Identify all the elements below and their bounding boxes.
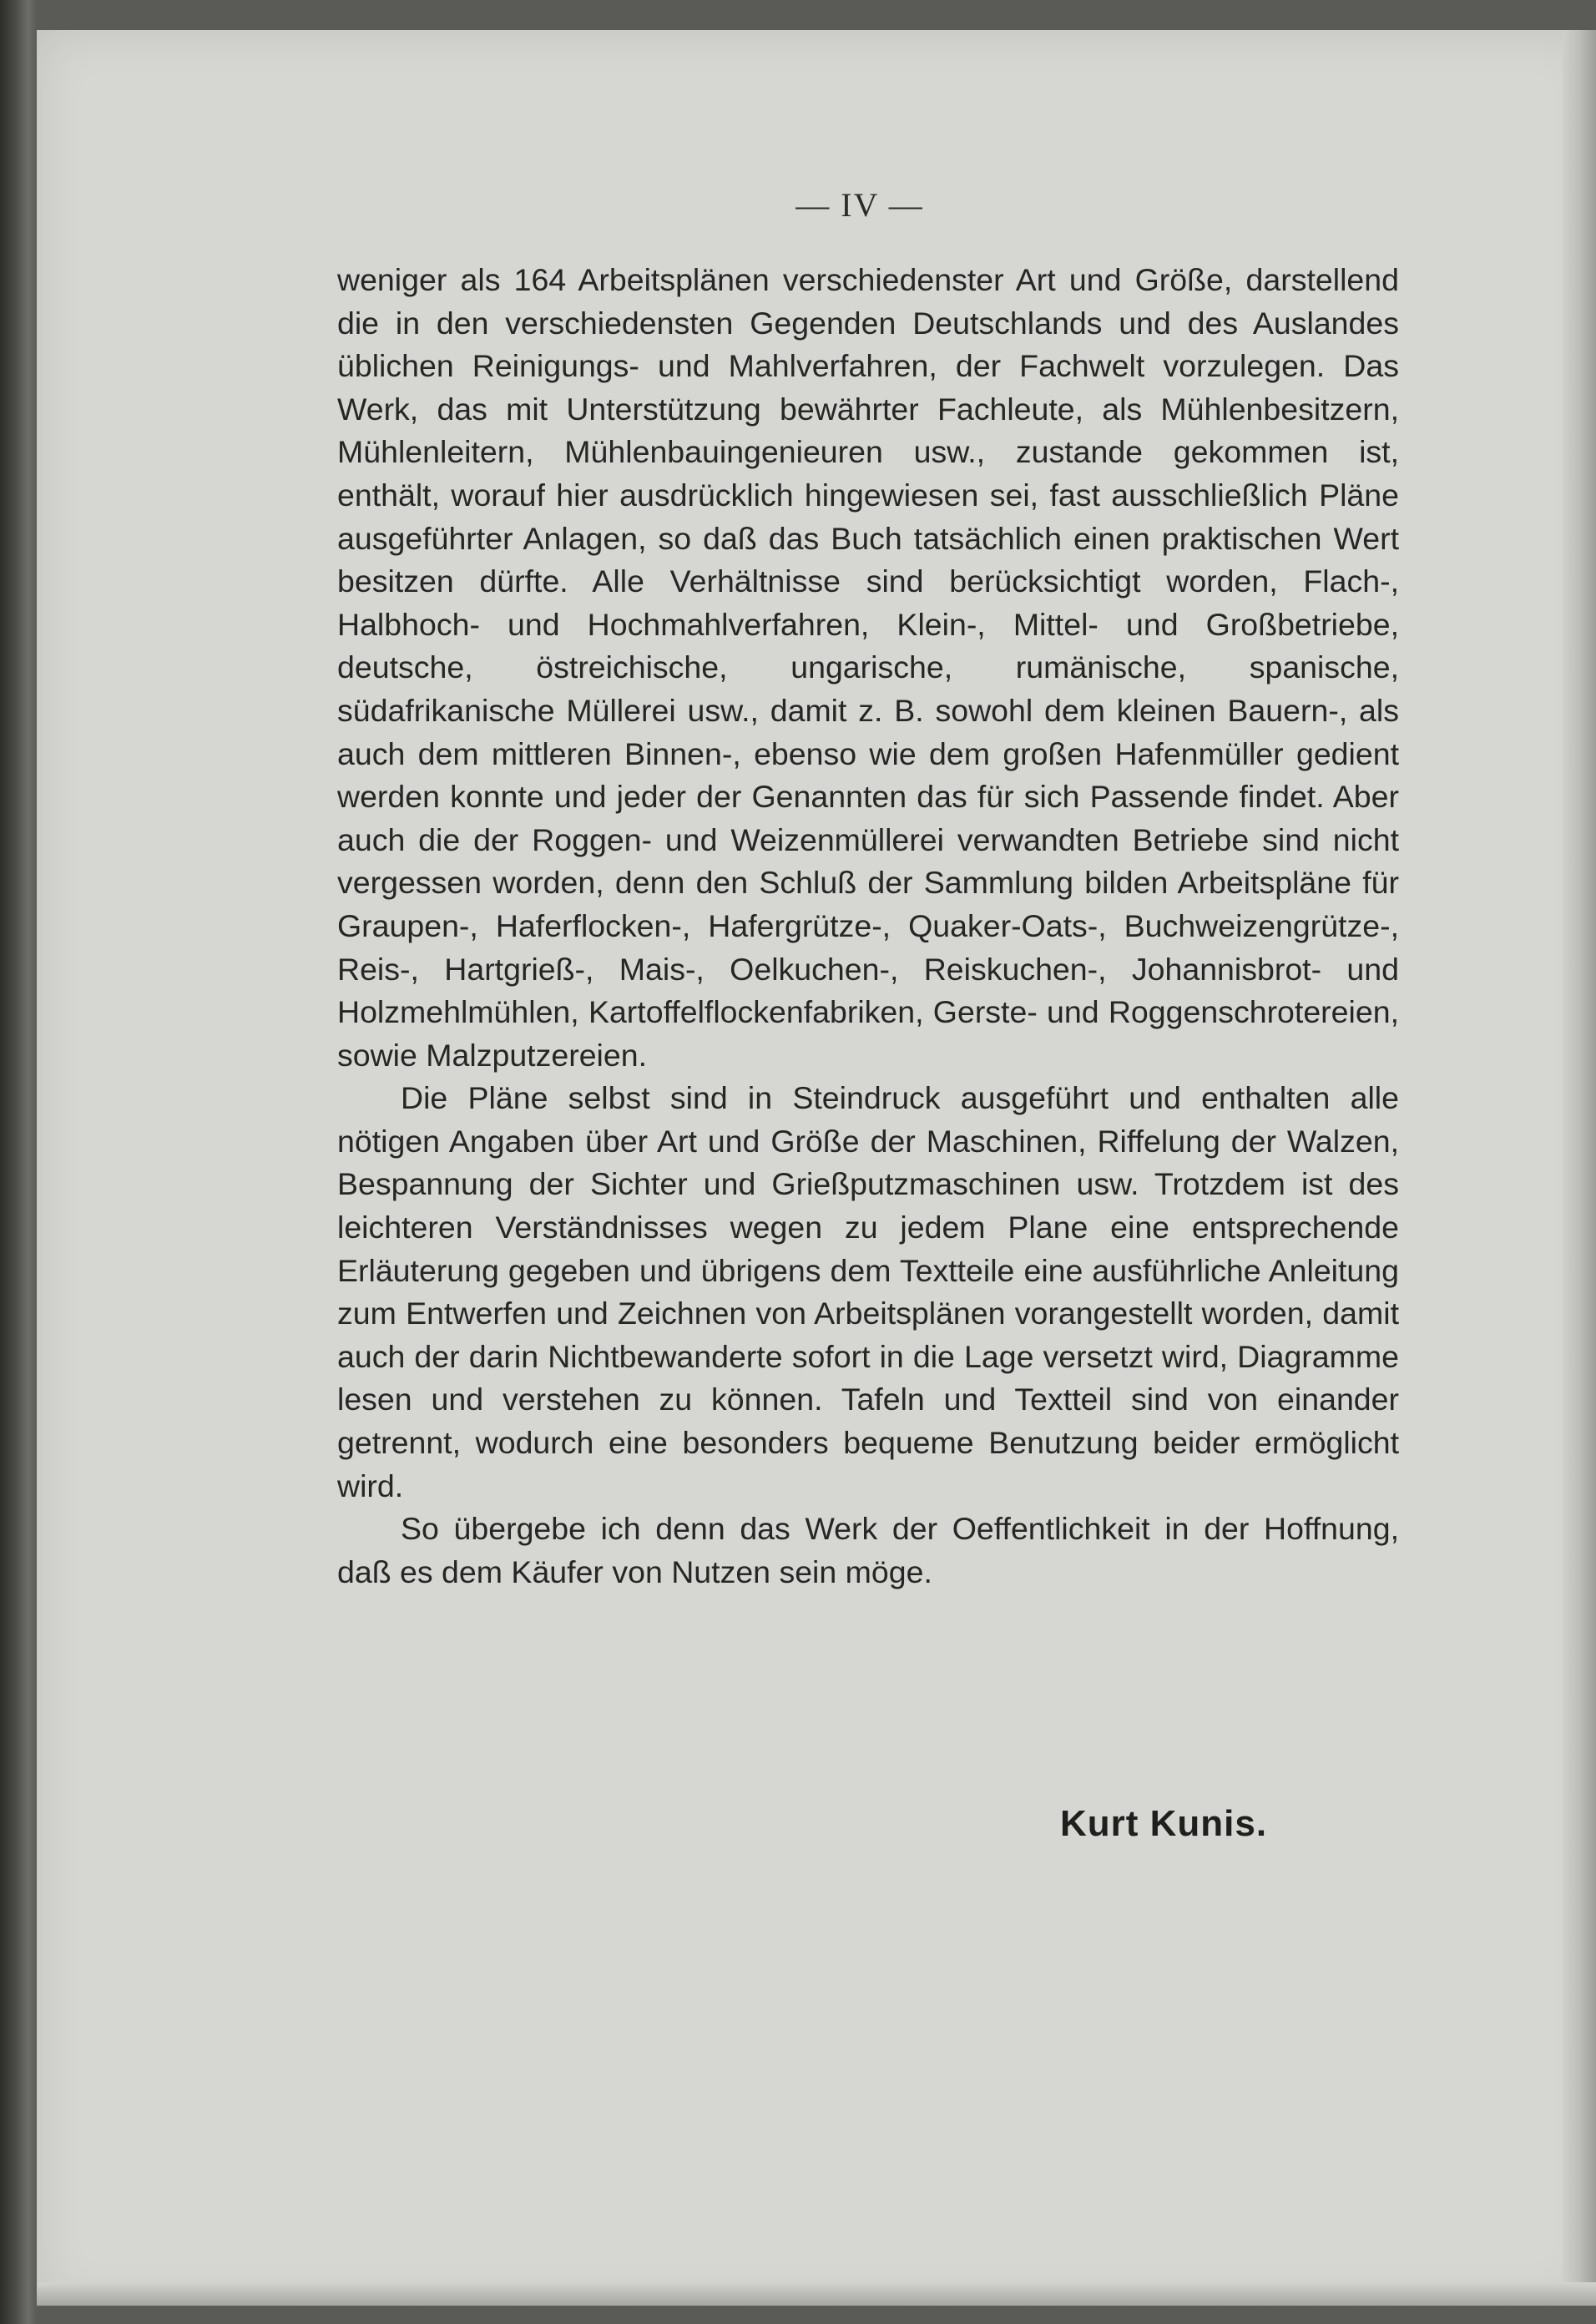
paragraph-closing: So übergebe ich denn das Werk der Oeffentlichkeit in der Hoffnung, daß es dem Käufer von Nutzen sein möge. bbox=[337, 1511, 1399, 1589]
paragraph-continued: weniger als 164 Arbeitsplänen verschiedenster Art und Größe, darstellend die in den verschiedensten Gegenden Deutschlands und des Auslandes üblichen Reinigungs- und Mahlverfahren, der Fachwelt vorzulegen. Das Werk, das mit Unterstützung bewährter Fachleute, als Mühlenbesitzern, Mühlenleitern, Mühlenbauingenieuren usw., zustande gekommen ist, enthält, worauf hier ausdrücklich hingewiesen sei, fast ausschließlich Pläne ausgeführter Anlagen, so daß das Buch tatsächlich einen praktischen Wert besitzen dürfte. Alle Verhältnisse sind berücksichtigt worden, Flach-, Halbhoch- und Hochmahlverfahren, Klein-, Mittel- und Großbetriebe, deutsche, östreichische, ungarische, rumänische, spanische, südafrikanische Müllerei usw., damit z. B. sowohl dem kleinen Bauern-, als auch dem mittleren Binnen-, ebenso wie dem großen Hafenmüller gedient werden konnte und jeder der Genannten das für sich Passende findet. Aber auch die der Roggen- und Weizenmüllerei verwandten Betriebe sind nicht vergessen worden, denn den Schluß der Sammlung bilden Arbeitspläne für Graupen-, Haferflocken-, Hafergrütze-, Quaker-Oats-, Buchweizengrütze-, Reis-, Hartgrieß-, Mais-, Oelkuchen-, Reiskuchen-, Johannisbrot- und Holzmehlmühlen, Kartoffelflockenfabriken, Gerste- und Roggenschrotereien, sowie Malzputzereien. bbox=[337, 262, 1399, 1073]
page-edge-right bbox=[1563, 30, 1596, 2306]
paragraph-plans: Die Pläne selbst sind in Steindruck ausgeführt und enthalten alle nötigen Angaben über Art und Größe der Maschinen, Riffelung der Walzen, Bespannung der Sichter und Grießputzmaschinen usw. Trotzdem ist des leichteren Verständnisses wegen zu jedem Plane eine entsprechende Erläuterung gegeben und übrigens dem Textteile eine ausführliche Anleitung zum Entwerfen und Zeichnen von Arbeitsplänen vorangestellt worden, damit auch der darin Nichtbewanderte sofort in die Lage versetzt wird, Diagramme lesen und verstehen zu können. Tafeln und Textteil sind von einander getrennt, wodurch eine besonders bequeme Benutzung beider ermöglicht wird. bbox=[337, 1080, 1399, 1503]
author-signature: Kurt Kunis. bbox=[1060, 1803, 1268, 1844]
page-number: — IV — bbox=[795, 186, 924, 224]
page-edge-bottom bbox=[37, 2282, 1596, 2306]
body-text bbox=[337, 259, 1399, 1594]
